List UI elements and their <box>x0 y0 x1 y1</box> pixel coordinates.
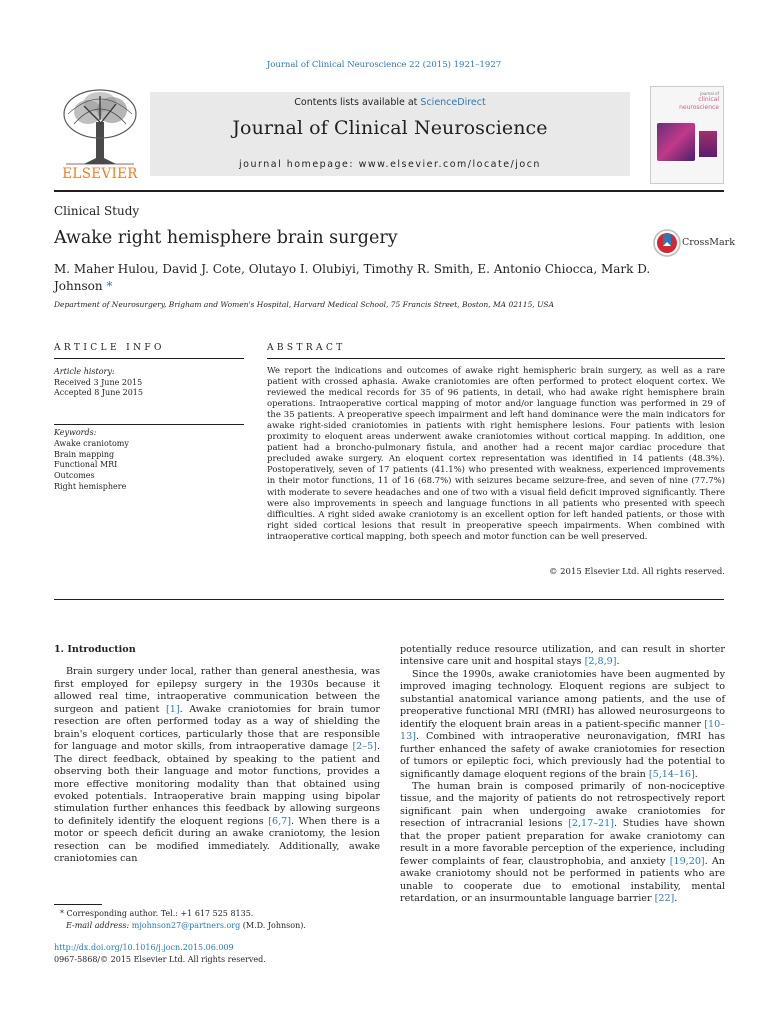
abstract-end-divider <box>54 599 724 600</box>
journal-citation[interactable]: Journal of Clinical Neuroscience 22 (2015) 1921–1927 <box>266 60 502 70</box>
reference-link[interactable]: [2–5] <box>352 741 377 753</box>
article-info-heading: ARTICLE INFO <box>54 343 165 353</box>
doi-link[interactable]: http://dx.doi.org/10.1016/j.jocn.2015.06.009 <box>54 943 234 952</box>
history-label: Article history: <box>54 367 115 376</box>
keyword-item: Right hemisphere <box>54 481 127 491</box>
elsevier-wordmark: ELSEVIER <box>62 166 138 182</box>
cover-image-small <box>699 131 717 157</box>
intro-paragraph-1: Brain surgery under local, rather than general anesthesia, was first employed for epilepsy surgery in the 1930s because it allowed real time, intraoperative communication between the surgeon and patient [1]. Awake craniotomies for brain tumor resection are often performed today as a way of shielding the brain's eloquent cortices, particularly those that are responsible for language and motor skills, from intraoperative damage [2–5]. The direct feedback, obtained by speaking to the patient and observing both their language and motor functions, provides a more effective monitoring modality than that obtained using evoked potentials. Intraoperative brain mapping using bipolar stimulation further enhances this feedback by allowing surgeons to definitely identify the eloquent regions [6,7]. When there is a motor or speech deficit during an awake craniotomy, the lesion resection can be modified immediately. Additionally, awake craniotomies can <box>54 666 380 865</box>
corresponding-author-footnote <box>54 908 374 931</box>
crossmark-icon <box>652 228 682 258</box>
reference-link[interactable]: [19,20] <box>669 855 705 867</box>
reference-link[interactable]: [6,7] <box>268 815 291 827</box>
body-column-left <box>54 644 380 866</box>
keywords-block <box>54 428 244 493</box>
elsevier-logo[interactable] <box>54 84 146 184</box>
article-category: Clinical Study <box>54 204 140 218</box>
article-title: Awake right hemisphere brain surgery <box>54 228 398 248</box>
issn-copyright: 0967-5868/© 2015 Elsevier Ltd. All rights reserved. <box>54 954 266 964</box>
cover-image <box>657 123 695 161</box>
footnote-divider <box>54 904 102 905</box>
reference-link[interactable]: [2,8,9] <box>584 656 617 668</box>
keyword-item: Awake craniotomy <box>54 438 129 448</box>
corresponding-author-mark[interactable]: * <box>102 279 113 293</box>
cover-small-text: journal of <box>700 91 719 96</box>
cover-clinical-text: clinical <box>698 96 719 103</box>
corresponding-author-email: E-mail address: mjohnson27@partners.org (M.D. Johnson). <box>66 920 306 930</box>
sciencedirect-link[interactable]: ScienceDirect <box>420 97 486 108</box>
contents-line: Contents lists available at ScienceDirect <box>294 97 486 108</box>
reference-link[interactable]: [22] <box>654 893 675 905</box>
masthead-divider <box>54 190 724 192</box>
journal-banner <box>150 92 630 176</box>
doi-block <box>54 942 266 965</box>
intro-paragraph-3: The human brain is composed primarily of non-nociceptive tissue, and the majority of patients do not retrospectively report significant pain when undergoing awake craniotomies for resection of intracranial lesions [2,17–21]. Studies have shown that the proper patient preparation for awake craniotomy can result in a more favorable perception of the experience, including fewer complaints of fear, claustrophobia, and anxiety [19,20]. An awake craniotomy should not be performed in patients who are unable to cooperate due to emotional instability, mental retardation, or an insurmountable language barrier [22]. <box>400 780 725 905</box>
keyword-item: Outcomes <box>54 471 95 481</box>
author-list: M. Maher Hulou, David J. Cote, Olutayo I. Olubiyi, Timothy R. Smith, E. Antonio Chiocca, Mark D. Johnson * <box>54 262 651 293</box>
crossmark-label: CrossMark <box>682 237 735 248</box>
abstract-copyright: © 2015 Elsevier Ltd. All rights reserved. <box>548 567 725 577</box>
abstract-text: We report the indications and outcomes of awake right hemispheric brain surgery, as well as a rare patient with crossed aphasia. Awake craniotomies are often performed to protect eloquent cortex. We reviewed the medical records for 35 of 96 patients, in detail, who had awake right hemisphere brain operations. Intraoperative cortical mapping of motor and/or language function was performed in 29 of the 35 patients. A preoperative speech impairment and left hand dominance were the main indicators for awake right-sided craniotomies in patients with right hemisphere lesions. Four patients with lesion proximity to eloquent areas underwent awake craniotomies without cortical mapping. In addition, one patient had a broncho-pulmonary fistula, and another had a recent major cardiac procedure that precluded awake surgery. An eloquent cortex representation was identified in 14 patients (48.3%). Postoperatively, seven of 17 patients (41.1%) who presented with weakness, experienced improvements in their motor functions, 11 of 16 (68.7%) with seizures became seizure-free, and seven of nine (77.7%) with moderate to severe headaches and one of two with a visual field deficit improved significantly. There were also improvements in speech and language functions in all patients who presented with speech difficulties. A right sided awake craniotomy is an excellent option for left handed patients, or those with right sided cortical lesions that result in preoperative speech impairments. When combined with intraoperative cortical mapping, both speech and motor function can be well preserved. <box>267 366 725 542</box>
journal-homepage: journal homepage: www.elsevier.com/locate/jocn <box>239 159 541 170</box>
article-info-divider <box>54 358 244 359</box>
email-link[interactable]: mjohnson27@partners.org <box>131 920 241 930</box>
journal-masthead <box>54 84 724 184</box>
homepage-link[interactable]: www.elsevier.com/locate/jocn <box>358 159 541 170</box>
intro-paragraph-2: Since the 1990s, awake craniotomies have been augmented by improved imaging technology. Eloquent regions are subject to substantial anatomical variance among patients, and the use of preoperative functional MRI (fMRI) has allowed neurosurgeons to identify the eloquent brain areas in a patient-specific manner [10–13]. Combined with intraoperative neuronavigation, fMRI has further enhanced the safety of awake craniotomies for resection of tumors or epileptic foci, which previously had the potential to significantly damage eloquent regions of the brain [5,14–16]. <box>400 668 725 780</box>
keyword-item: Brain mapping <box>54 449 115 459</box>
introduction-heading: 1. Introduction <box>54 644 136 655</box>
abstract-divider <box>267 358 725 359</box>
journal-cover-thumbnail[interactable] <box>650 86 724 184</box>
journal-title: Journal of Clinical Neuroscience <box>232 117 548 139</box>
reference-link[interactable]: [1] <box>165 703 180 715</box>
keyword-item: Functional MRI <box>54 460 118 470</box>
received-date: Received 3 June 2015 <box>54 377 143 387</box>
accepted-date: Accepted 8 June 2015 <box>54 388 143 397</box>
corresponding-author-phone: * Corresponding author. Tel.: +1 617 525 8135. <box>60 909 254 918</box>
intro-paragraph-1-continued: potentially reduce resource utilization, and can result in shorter intensive care unit and hospital stays [2,8,9]. <box>400 644 725 668</box>
reference-link[interactable]: [2,17–21] <box>568 818 615 830</box>
crossmark-badge[interactable] <box>652 228 735 262</box>
keywords-divider <box>54 424 244 425</box>
cover-neuroscience-text: neuroscience <box>679 104 719 111</box>
body-column-right <box>400 644 725 906</box>
article-history <box>54 367 244 399</box>
keywords-label: Keywords: <box>54 428 97 437</box>
reference-link[interactable]: [5,14–16] <box>648 768 695 780</box>
reference-link[interactable]: [10–13] <box>400 718 725 743</box>
author-affiliation: Department of Neurosurgery, Brigham and Women's Hospital, Harvard Medical School, 75 Francis Street, Boston, MA 02115, USA <box>54 300 554 309</box>
abstract-heading: ABSTRACT <box>267 343 346 353</box>
